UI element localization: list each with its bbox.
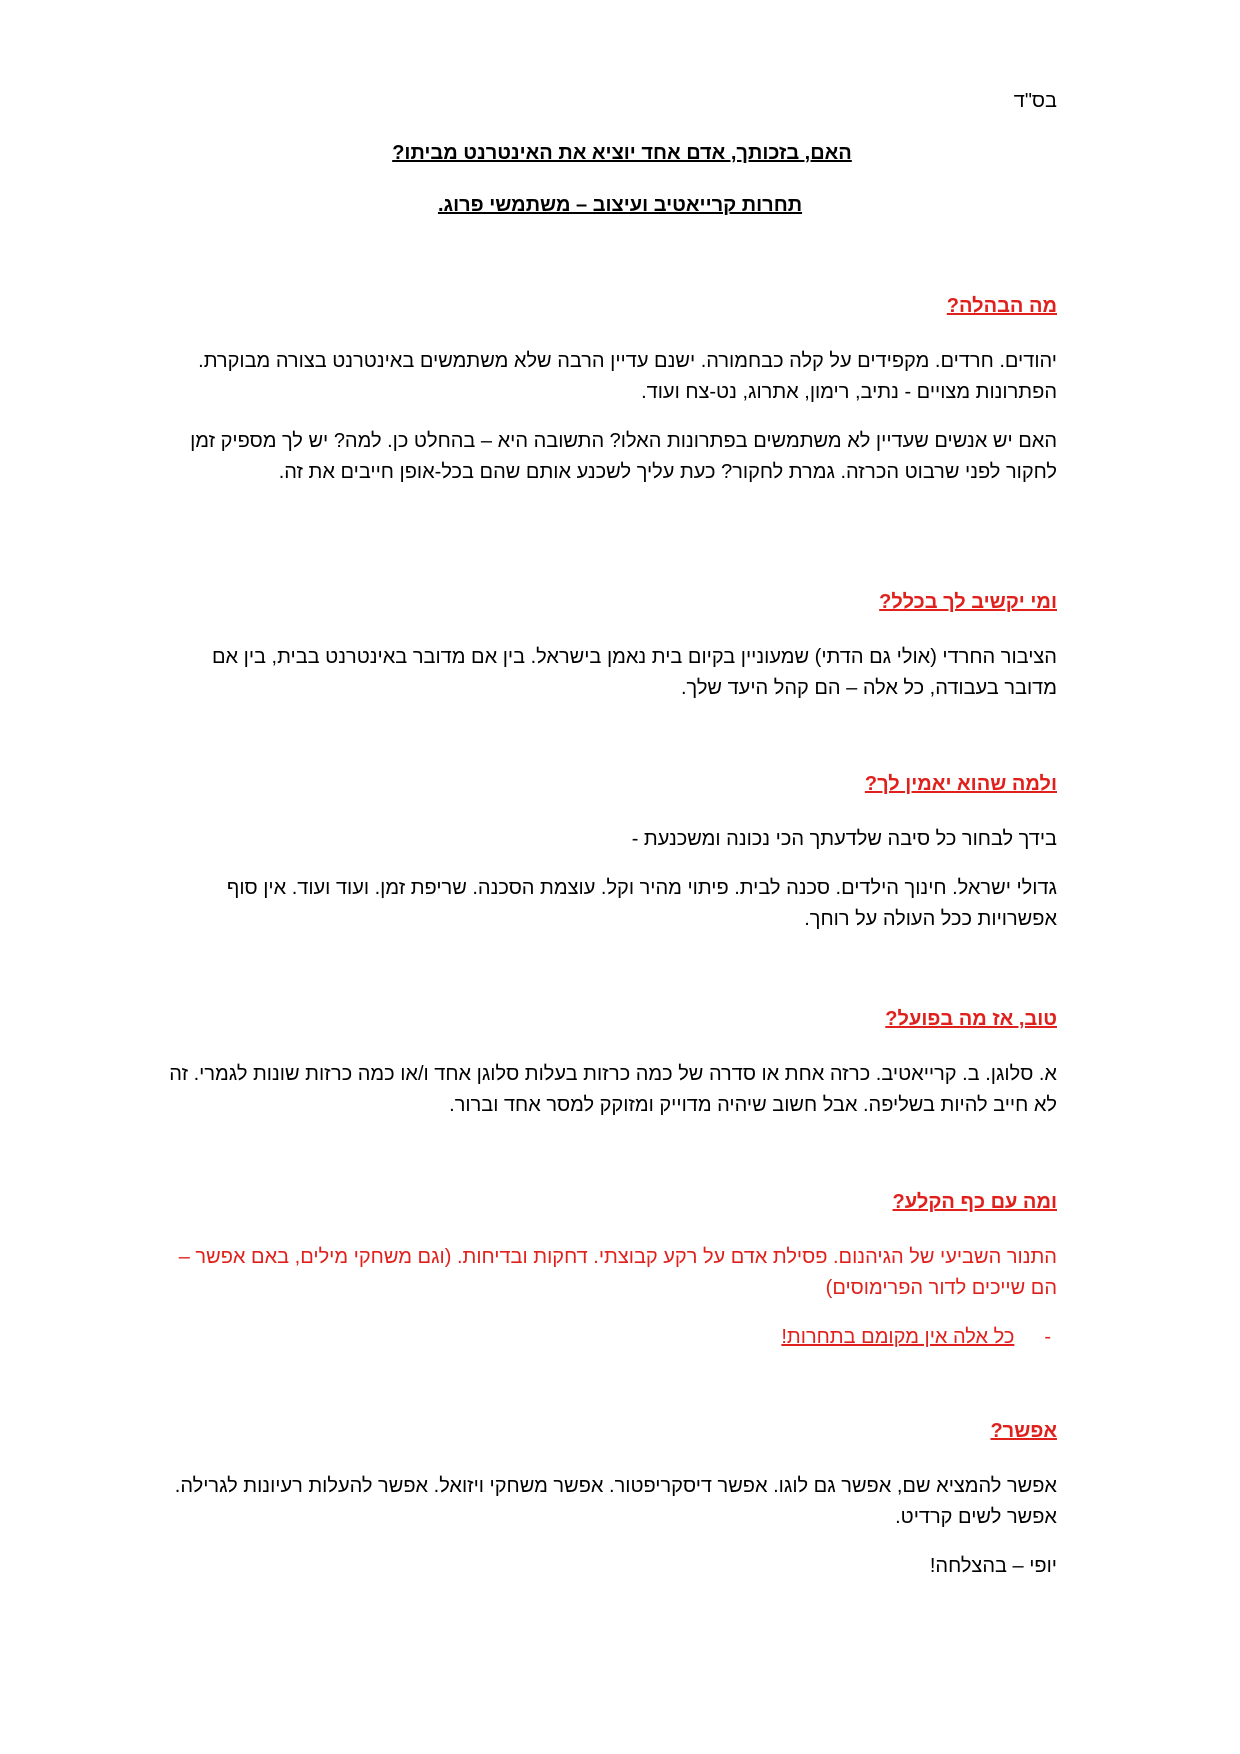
section-paragraph: גדולי ישראל. חינוך הילדים. סכנה לבית. פיתוי מהיר וקל. עוצמת הסכנה. שריפת זמן. ועוד ועוד. אין סוף אפשרויות ככל העולה על רוחך. — [226, 877, 1057, 930]
section-paragraph: בידך לבחור כל סיבה שלדעתך הכי נכונה ומשכנעת - — [631, 828, 1057, 850]
section-paragraph-red: התנור השביעי של הגיהנום. פסילת אדם על רקע קבוצתי. דחקות ובדיחות. (וגם משחקי מילים, באם אפשר – הם שייכים לדור הפרימוסים) — [178, 1246, 1057, 1299]
bsd-header: בס"ד — [1013, 90, 1057, 112]
section-paragraph: א. סלוגן. ב. קרייאטיב. כרזה אחת או סדרה של כמה כרזות בעלות סלוגן אחד ו/או כמה כרזות שונות לגמרי. זה לא חייב להיות בשליפה. אבל חשוב שיהיה מדוייק ומזוקק למסר אחד וברור. — [169, 1063, 1057, 1116]
section-forbidden — [157, 1190, 1057, 1353]
section-reasons — [157, 772, 1057, 953]
document-title: האם, בזכותך, אדם אחד יוציא את האינטרנט מביתו? — [392, 142, 852, 164]
section-paragraph: יופי – בהצלחה! — [929, 1555, 1057, 1577]
section-heading: ומי יקשיב לך בכלל? — [879, 591, 1057, 613]
bullet-dash: - — [1044, 1326, 1051, 1348]
section-heading: ולמה שהוא יאמין לך? — [864, 773, 1057, 795]
section-paragraph: האם יש אנשים שעדיין לא משתמשים בפתרונות האלו? התשובה היא – בהחלט כן. למה? יש לך מספיק זמן לחקור לפני שרבוט הכרזה. גמרת לחקור? כעת עליך לשכנע אותם שהם בכל-אופן חייבים את זה. — [190, 430, 1057, 483]
section-panic — [157, 294, 1057, 506]
bullet-text: כל אלה אין מקומם בתחרות! — [781, 1326, 1015, 1348]
section-paragraph: הציבור החרדי (אולי גם הדתי) שמעוניין בקיום בית נאמן בישראל. בין אם מדובר באינטרנט בבית, בין אם מדובר בעבודה, כל אלה – הם קהל היעד שלך. — [211, 646, 1057, 699]
section-options — [157, 1419, 1057, 1600]
section-paragraph: אפשר להמציא שם, אפשר גם לוגו. אפשר דיסקריפטור. אפשר משחקי ויזואל. אפשר להעלות רעיונות לגרילה. אפשר לשים קרדיט. — [174, 1475, 1057, 1528]
section-practice — [157, 1007, 1057, 1139]
document-subtitle: תחרות קרייאטיב ועיצוב – משתמשי פרוג. — [437, 194, 803, 216]
section-heading: מה הבהלה? — [946, 295, 1057, 317]
forbidden-bullet — [157, 1322, 1057, 1353]
section-paragraph: יהודים. חרדים. מקפידים על קלה כבחמורה. ישנם עדיין הרבה שלא משתמשים באינטרנט בצורה מבוקרת. הפתרונות מצויים - נתיב, רימון, אתרוג, נט-צח ועוד. — [198, 350, 1057, 403]
section-audience — [157, 590, 1057, 722]
section-heading: אפשר? — [990, 1420, 1057, 1442]
section-heading: ומה עם כף הקלע? — [892, 1191, 1057, 1213]
section-heading: טוב, אז מה בפועל? — [885, 1008, 1057, 1030]
